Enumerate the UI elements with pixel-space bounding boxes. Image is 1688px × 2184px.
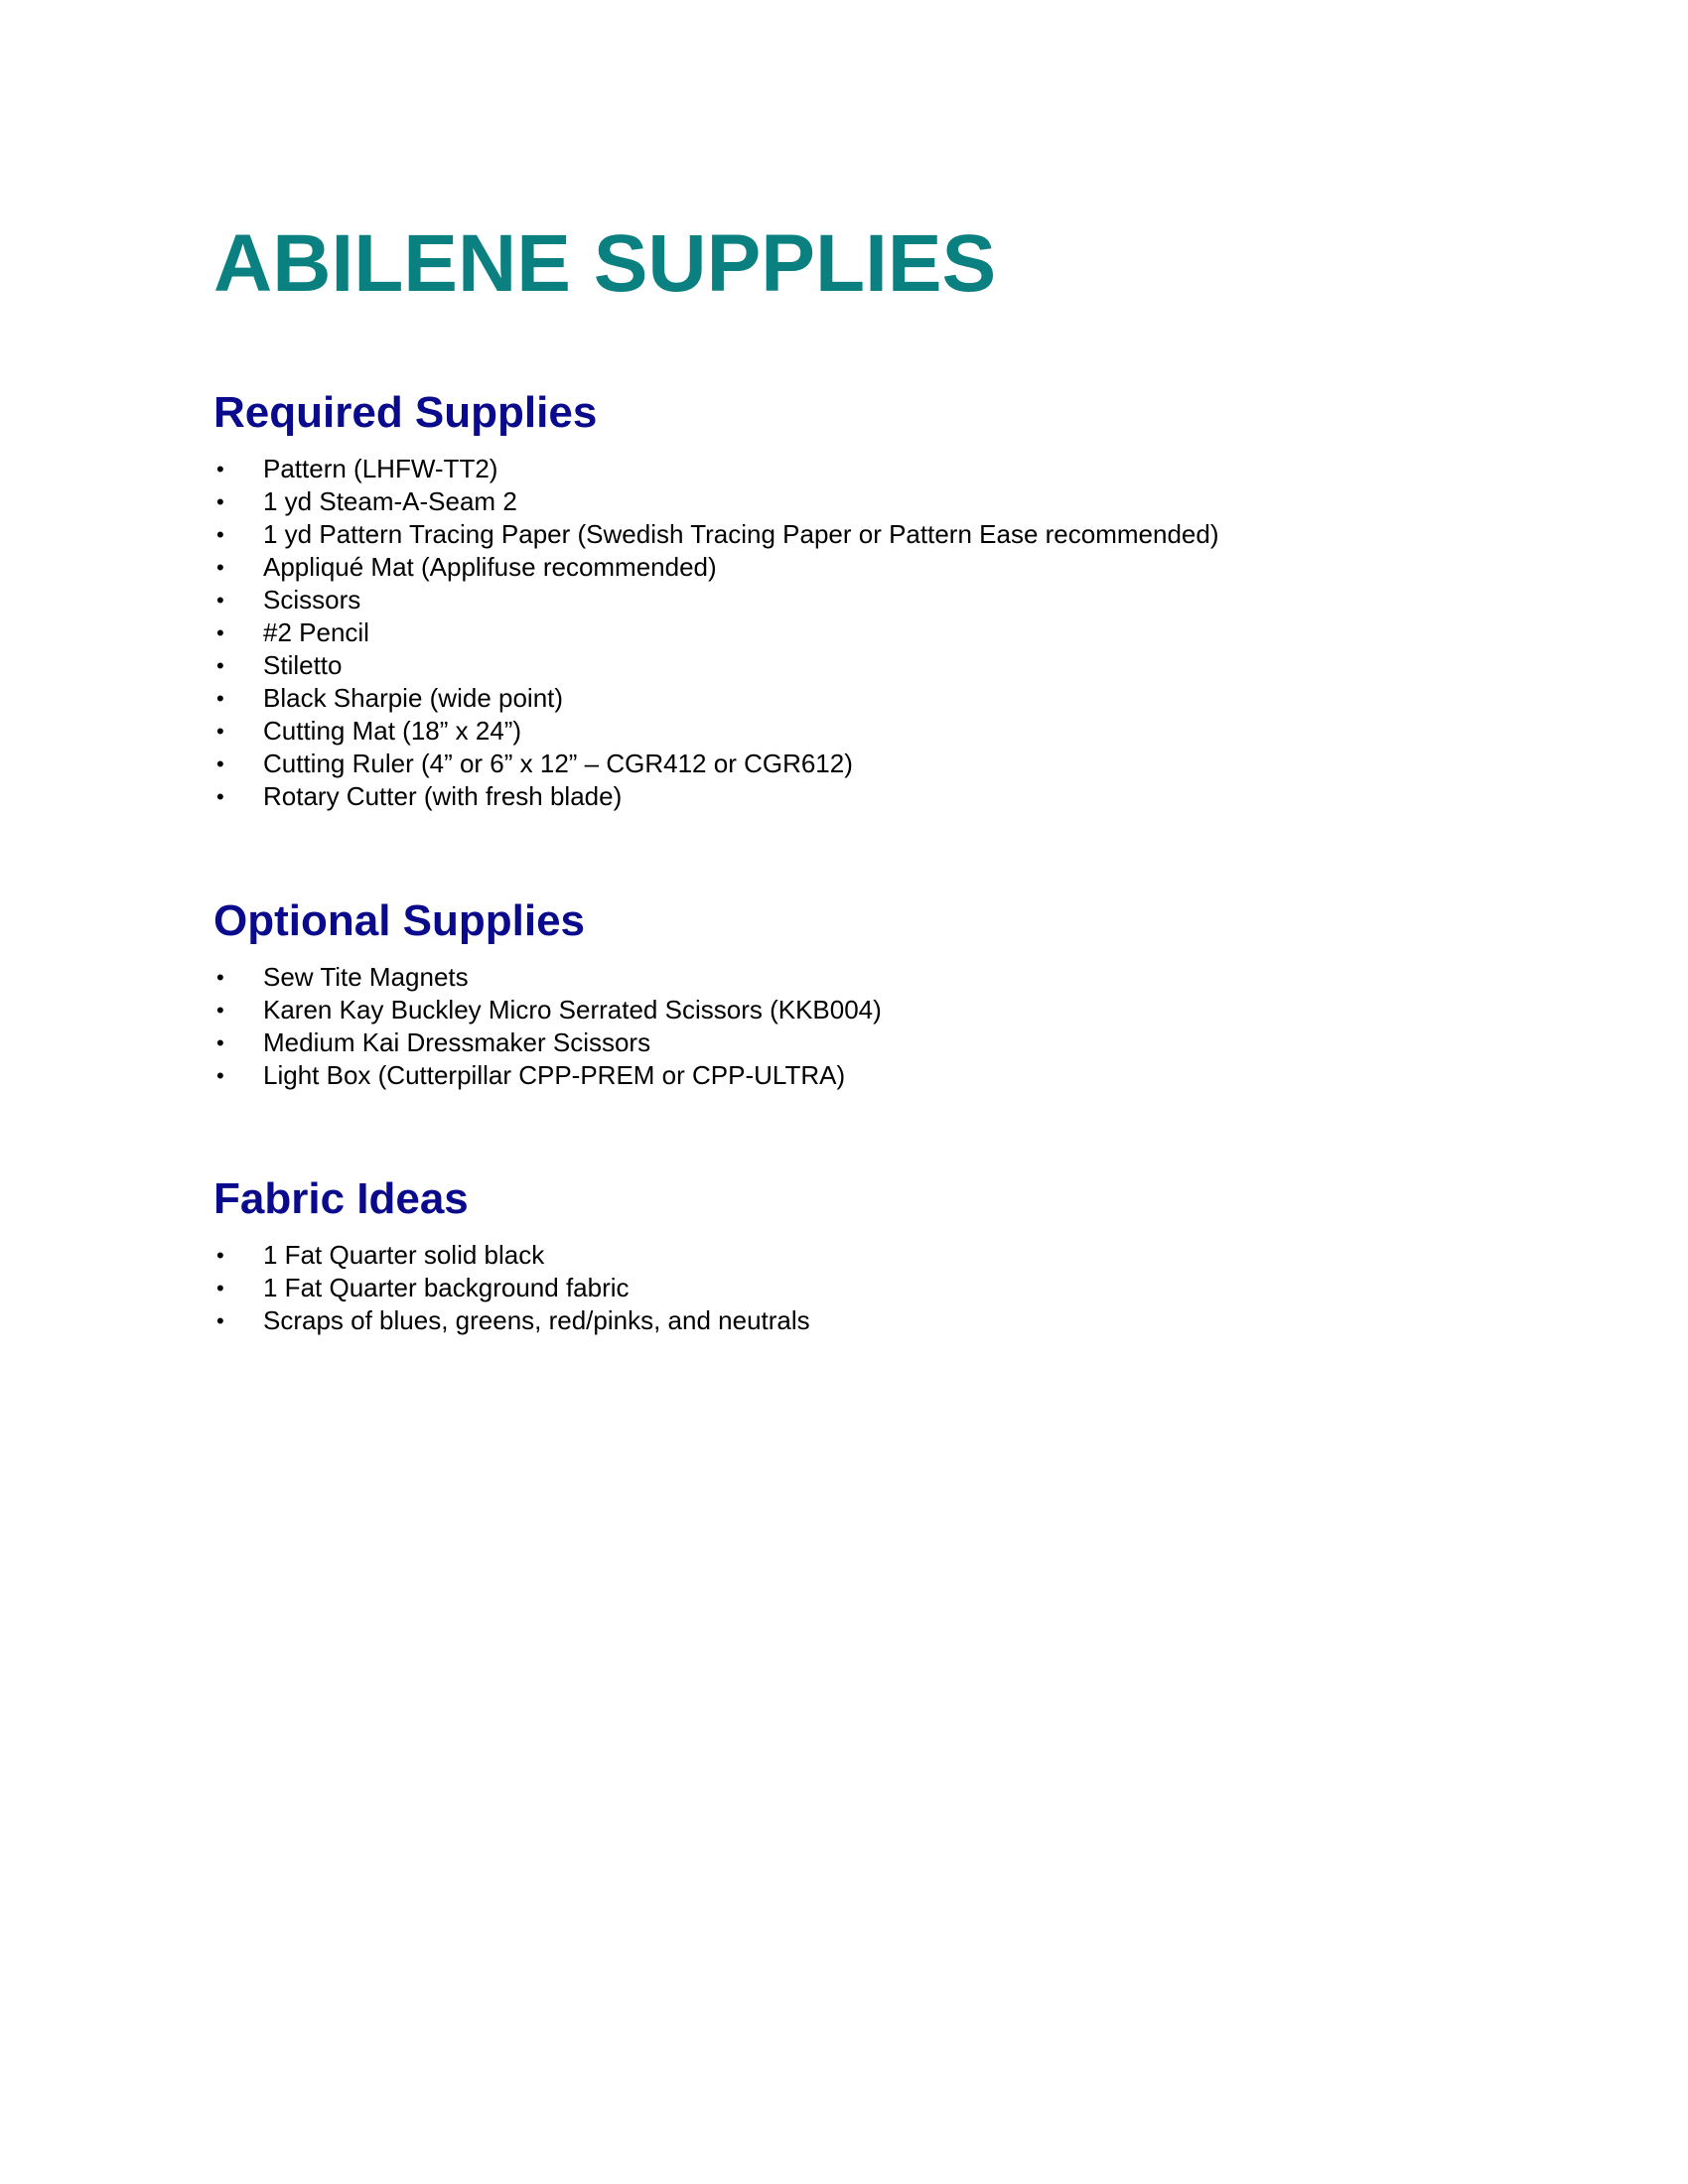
list-item-text: Light Box (Cutterpillar CPP-PREM or CPP-ULTRA): [263, 1060, 846, 1090]
list-item-text: 1 Fat Quarter background fabric: [263, 1273, 630, 1302]
list-item-text: Rotary Cutter (with fresh blade): [263, 781, 623, 811]
section-heading: Optional Supplies: [213, 896, 586, 945]
list-item-text: Sew Tite Magnets: [263, 962, 469, 992]
list-item-text: Black Sharpie (wide point): [263, 683, 564, 713]
list-item-text: Stiletto: [263, 650, 343, 680]
bullet-dot-icon: •: [216, 751, 224, 776]
section-heading: Fabric Ideas: [213, 1174, 469, 1223]
list-item-text: Medium Kai Dressmaker Scissors: [263, 1027, 651, 1057]
bullet-dot-icon: •: [216, 719, 224, 744]
list-item: [213, 961, 882, 994]
bullet-dot-icon: •: [216, 522, 224, 547]
bullet-dot-icon: •: [216, 555, 224, 580]
list-item-text: 1 Fat Quarter solid black: [263, 1240, 545, 1270]
list-item: [213, 994, 882, 1026]
supply-list: [213, 453, 1218, 813]
list-item: [213, 780, 1218, 813]
list-item: [213, 682, 1218, 715]
list-item-text: 1 yd Pattern Tracing Paper (Swedish Tracing Paper or Pattern Ease recommended): [263, 519, 1219, 549]
list-item: [213, 748, 1218, 780]
bullet-dot-icon: •: [216, 620, 224, 645]
bullet-dot-icon: •: [216, 686, 224, 711]
list-item: [213, 1059, 882, 1092]
list-item-text: Appliqué Mat (Applifuse recommended): [263, 552, 717, 582]
list-item: [213, 1272, 810, 1304]
list-item-text: Cutting Ruler (4” or 6” x 12” – CGR412 or CGR612): [263, 749, 853, 778]
bullet-dot-icon: •: [216, 1243, 224, 1268]
supply-list: [213, 1239, 810, 1337]
list-item: [213, 518, 1218, 551]
list-item-text: Pattern (LHFW-TT2): [263, 454, 498, 483]
list-item-text: Scraps of blues, greens, red/pinks, and neutrals: [263, 1305, 810, 1335]
section-fabric-ideas: [213, 1171, 810, 1337]
list-item-text: Cutting Mat (18” x 24”): [263, 716, 522, 746]
list-item-text: 1 yd Steam-A-Seam 2: [263, 486, 517, 516]
bullet-dot-icon: •: [216, 588, 224, 613]
bullet-dot-icon: •: [216, 1276, 224, 1300]
list-item-text: Scissors: [263, 585, 361, 614]
section-optional-supplies: [213, 893, 882, 1092]
bullet-dot-icon: •: [216, 965, 224, 990]
list-item: [213, 715, 1218, 748]
list-item: [213, 1304, 810, 1337]
bullet-dot-icon: •: [216, 653, 224, 678]
bullet-dot-icon: •: [216, 1308, 224, 1333]
list-item: [213, 616, 1218, 649]
list-item: [213, 551, 1218, 584]
list-item: [213, 1239, 810, 1272]
list-item: [213, 453, 1218, 485]
list-item: [213, 584, 1218, 616]
section-required-supplies: [213, 385, 1218, 813]
list-item-text: #2 Pencil: [263, 617, 369, 647]
bullet-dot-icon: •: [216, 784, 224, 809]
bullet-dot-icon: •: [216, 998, 224, 1023]
supply-list: [213, 961, 882, 1092]
document-title: ABILENE SUPPLIES: [213, 218, 997, 309]
bullet-dot-icon: •: [216, 457, 224, 481]
section-heading: Required Supplies: [213, 388, 598, 437]
bullet-dot-icon: •: [216, 489, 224, 514]
bullet-dot-icon: •: [216, 1030, 224, 1055]
list-item-text: Karen Kay Buckley Micro Serrated Scissors (KKB004): [263, 995, 882, 1024]
bullet-dot-icon: •: [216, 1063, 224, 1088]
list-item: [213, 1026, 882, 1059]
list-item: [213, 649, 1218, 682]
list-item: [213, 485, 1218, 518]
